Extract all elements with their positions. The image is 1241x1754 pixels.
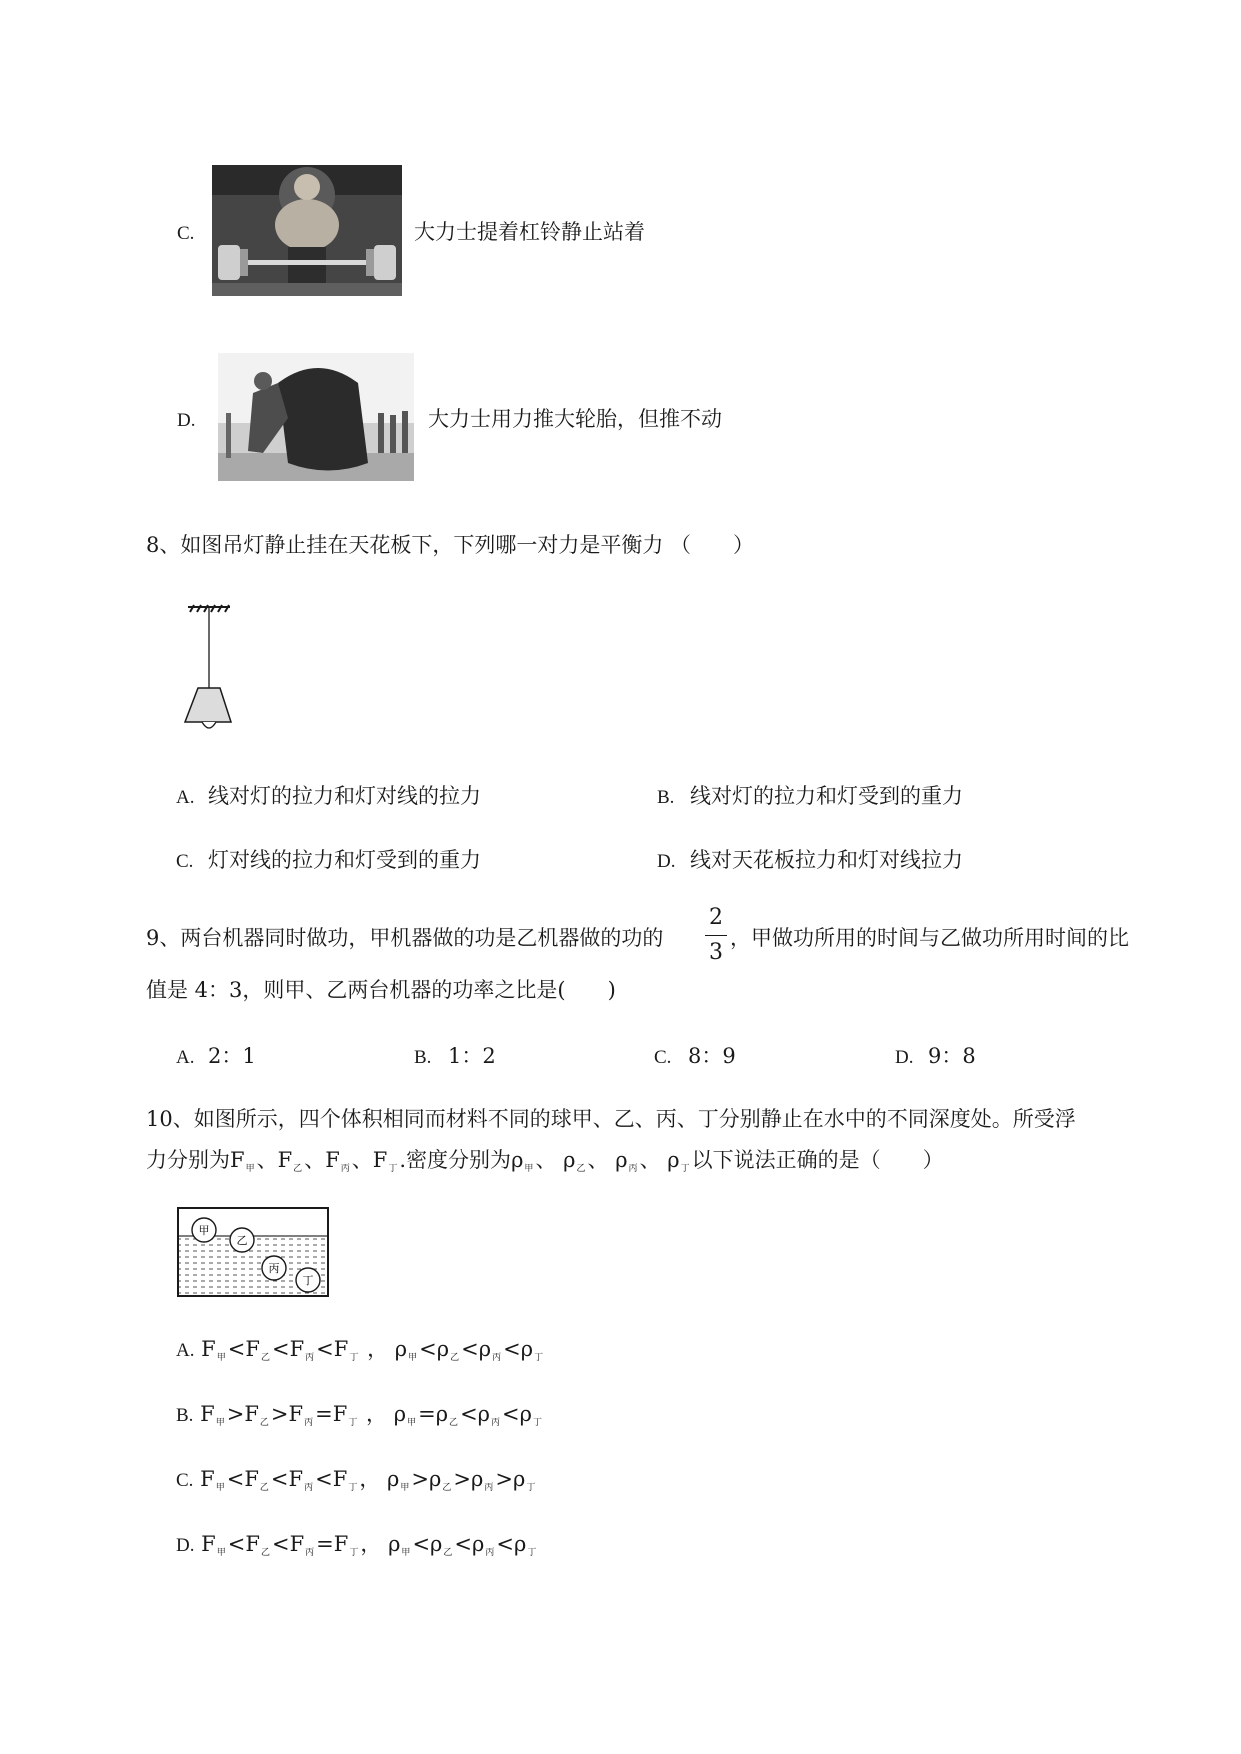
force-symbol: F <box>201 1532 216 1556</box>
q7-option-c-label: C. <box>177 223 195 244</box>
option-label: A. <box>176 1340 195 1361</box>
ball-label-yi: 乙 <box>236 1234 248 1247</box>
rho-symbol: ρ <box>511 1148 524 1172</box>
option-label: C. <box>176 1470 194 1491</box>
q8-question: 8、如图吊灯静止挂在天花板下，下列哪一对力是平衡力 （ ） <box>146 533 755 557</box>
fraction-bar <box>705 935 727 936</box>
q9-option-d-label: D. <box>895 1047 914 1068</box>
force-symbol: F <box>200 1402 215 1426</box>
fraction-denominator: 3 <box>709 940 723 965</box>
q8-option-d-label: D. <box>657 851 676 872</box>
q10-option-d: D. $F_甲<F_乙<F_丙=F_丁$， $\rho_甲<\rho_乙<\rho_丙<\rho_丁$ <box>176 1532 537 1558</box>
q9-option-a-label: A. <box>176 1047 195 1068</box>
q10-density: 密度分别为 <box>406 1148 512 1172</box>
q8-option-c-label: C. <box>176 851 194 872</box>
separator: 、 <box>304 1148 326 1172</box>
force-symbol: F <box>325 1148 340 1172</box>
ball-label-ding: 丁 <box>302 1274 314 1287</box>
option-sep: ， <box>360 1532 382 1556</box>
q9-option-a-text: 2：1 <box>208 1044 256 1068</box>
q8-option-b-text: 线对灯的拉力和灯受到的重力 <box>690 784 963 808</box>
option-sep: ， <box>367 1337 389 1361</box>
q9-line2: 值是 4：3，则甲、乙两台机器的功率之比是( ) <box>146 978 616 1002</box>
separator: 、 <box>256 1148 278 1172</box>
q7-option-d-label: D. <box>177 410 196 431</box>
subscript: 丁 <box>388 1164 398 1174</box>
separator: 、 <box>351 1148 373 1172</box>
force-symbol: F <box>372 1148 388 1172</box>
q7-option-d-text: 大力士用力推大轮胎，但推不动 <box>428 407 722 431</box>
separator: . <box>399 1148 407 1172</box>
force-symbol: F <box>201 1337 216 1361</box>
q9-line1-part2: ，甲做功所用的时间与乙做功所用时间的比 <box>730 926 1129 950</box>
q7-option-c-text: 大力士提着杠铃静止站着 <box>414 220 645 244</box>
rho-symbol: ρ <box>667 1148 680 1172</box>
q10-line2 <box>146 1150 944 1174</box>
q10-option-a: A. $F_甲<F_乙<F_丙<F_丁$ ， $\rho_甲<\rho_乙<\rho_丙<\rho_丁$ <box>176 1337 544 1363</box>
q8-option-a-label: A. <box>176 787 195 808</box>
hanging-lamp-diagram <box>178 604 238 736</box>
subscript: 丙 <box>340 1164 350 1174</box>
subscript: 甲 <box>524 1164 534 1174</box>
fraction-numerator: 2 <box>709 905 723 930</box>
q9-option-d-text: 9：8 <box>928 1044 976 1068</box>
subscript: 丙 <box>628 1164 638 1174</box>
q8-option-a-text: 线对灯的拉力和灯对线的拉力 <box>208 784 481 808</box>
rho-symbol: ρ <box>393 1402 407 1426</box>
q9-option-b-label: B. <box>414 1047 432 1068</box>
ball-label-bing: 丙 <box>268 1262 280 1275</box>
q8-option-c-text: 灯对线的拉力和灯受到的重力 <box>208 848 481 872</box>
option-label: D. <box>176 1535 195 1556</box>
subscript: 乙 <box>576 1164 586 1174</box>
force-symbol: F <box>230 1148 245 1172</box>
subscript: 乙 <box>293 1164 303 1174</box>
weightlifter-photo <box>212 165 402 296</box>
water-container-diagram <box>176 1206 330 1298</box>
q9-option-b-text: 1：2 <box>448 1044 496 1068</box>
q10-option-b: B. $F_甲>F_乙>F_丙=F_丁$ ， $\rho_甲=\rho_乙<\rho_丙<\rho_丁$ <box>176 1402 543 1428</box>
option-sep: ， <box>366 1402 388 1426</box>
rho-symbol: ρ <box>563 1148 576 1172</box>
option-label: B. <box>176 1405 194 1426</box>
subscript: 甲 <box>245 1164 255 1174</box>
separator: 、 <box>639 1148 661 1172</box>
tire-push-photo <box>218 353 414 481</box>
option-sep: ， <box>359 1467 381 1491</box>
q10-line1: 10、如图所示，四个体积相同而材料不同的球甲、乙、丙、丁分别静止在水中的不同深度处。所受浮 <box>146 1107 1076 1131</box>
subscript: 丁 <box>680 1164 690 1174</box>
ball-label-jia: 甲 <box>198 1224 210 1237</box>
q9-option-c-text: 8：9 <box>688 1044 736 1068</box>
q8-option-d-text: 线对天花板拉力和灯对线拉力 <box>690 848 963 872</box>
q8-option-b-label: B. <box>657 787 675 808</box>
rho-symbol: ρ <box>388 1532 401 1556</box>
rho-symbol: ρ <box>615 1148 628 1172</box>
q9-option-c-label: C. <box>654 1047 672 1068</box>
rho-symbol: ρ <box>394 1337 408 1361</box>
separator: 、 <box>535 1148 557 1172</box>
two-thirds-fraction <box>705 905 727 965</box>
q10-option-c: C. $F_甲<F_乙<F_丙<F_丁$， $\rho_甲>\rho_乙>\rho_丙>\rho_丁$ <box>176 1467 536 1493</box>
rho-symbol: ρ <box>387 1467 400 1491</box>
q10-suffix: 以下说法正确的是（ ） <box>691 1148 944 1172</box>
separator: 、 <box>587 1148 609 1172</box>
q9-line1-part1: 9、两台机器同时做功，甲机器做的功是乙机器做的功的 <box>146 926 664 950</box>
force-symbol: F <box>277 1148 293 1172</box>
force-symbol: F <box>200 1467 215 1491</box>
q10-prefix: 力分别为 <box>146 1148 230 1172</box>
